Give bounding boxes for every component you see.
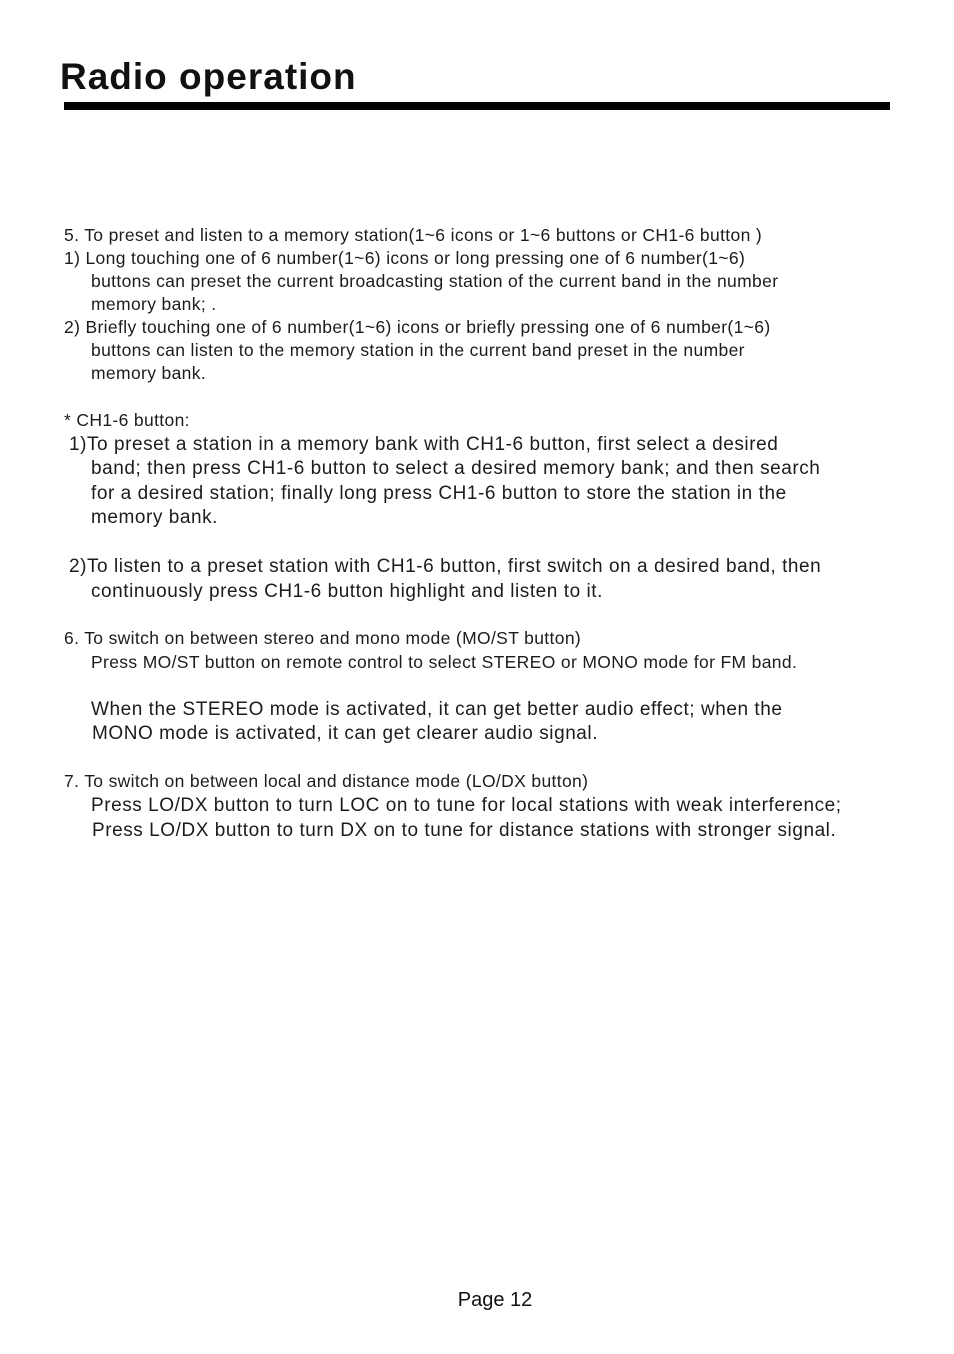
section-5-item-1-line-2: buttons can preset the current broadcasting station of the current band in the number xyxy=(91,271,779,291)
section-6-note-line-2: MONO mode is activated, it can get clearer audio signal. xyxy=(92,723,599,744)
section-5-heading: 5. To preset and listen to a memory station(1~6 icons or 1~6 buttons or CH1-6 button ) xyxy=(64,225,763,245)
ch-item-1-line-2: band; then press CH1-6 button to select a desired memory bank; and then search xyxy=(91,458,821,479)
section-7-heading: 7. To switch on between local and distance mode (LO/DX button) xyxy=(64,771,589,791)
section-5-item-2-line-1: 2) Briefly touching one of 6 number(1~6) icons or briefly pressing one of 6 number(1~6) xyxy=(64,317,771,337)
ch-item-1-line-3: for a desired station; finally long press CH1-6 button to store the station in the xyxy=(91,483,787,504)
page-title: Radio operation xyxy=(60,56,357,97)
ch-button-heading: * CH1-6 button: xyxy=(64,410,190,430)
section-7-line-1: Press LO/DX button to turn LOC on to tune for local stations with weak interference; xyxy=(91,795,842,816)
ch-item-1-line-4: memory bank. xyxy=(91,507,218,528)
section-6-line-1: Press MO/ST button on remote control to select STEREO or MONO mode for FM band. xyxy=(91,652,798,672)
section-5-item-1-line-3: memory bank; . xyxy=(91,294,217,314)
section-6-note-line-1: When the STEREO mode is activated, it can get better audio effect; when the xyxy=(91,699,783,720)
title-underline xyxy=(64,102,890,110)
ch-item-1-line-1: 1)To preset a station in a memory bank with CH1-6 button, first select a desired xyxy=(69,434,779,455)
ch-item-2-line-1: 2)To listen to a preset station with CH1-6 button, first switch on a desired band, then xyxy=(69,556,822,577)
ch-item-2-line-2: continuously press CH1-6 button highlight and listen to it. xyxy=(91,581,603,602)
section-5-item-2-line-3: memory bank. xyxy=(91,363,207,383)
page-number: Page 12 xyxy=(457,1289,533,1311)
section-5-item-2-line-2: buttons can listen to the memory station in the current band preset in the number xyxy=(91,340,745,360)
section-6-heading: 6. To switch on between stereo and mono mode (MO/ST button) xyxy=(64,628,582,648)
section-5-item-1-line-1: 1) Long touching one of 6 number(1~6) icons or long pressing one of 6 number(1~6) xyxy=(64,248,746,268)
section-7-line-2: Press LO/DX button to turn DX on to tune for distance stations with stronger signal. xyxy=(92,820,837,841)
page-footer xyxy=(0,1290,954,1310)
